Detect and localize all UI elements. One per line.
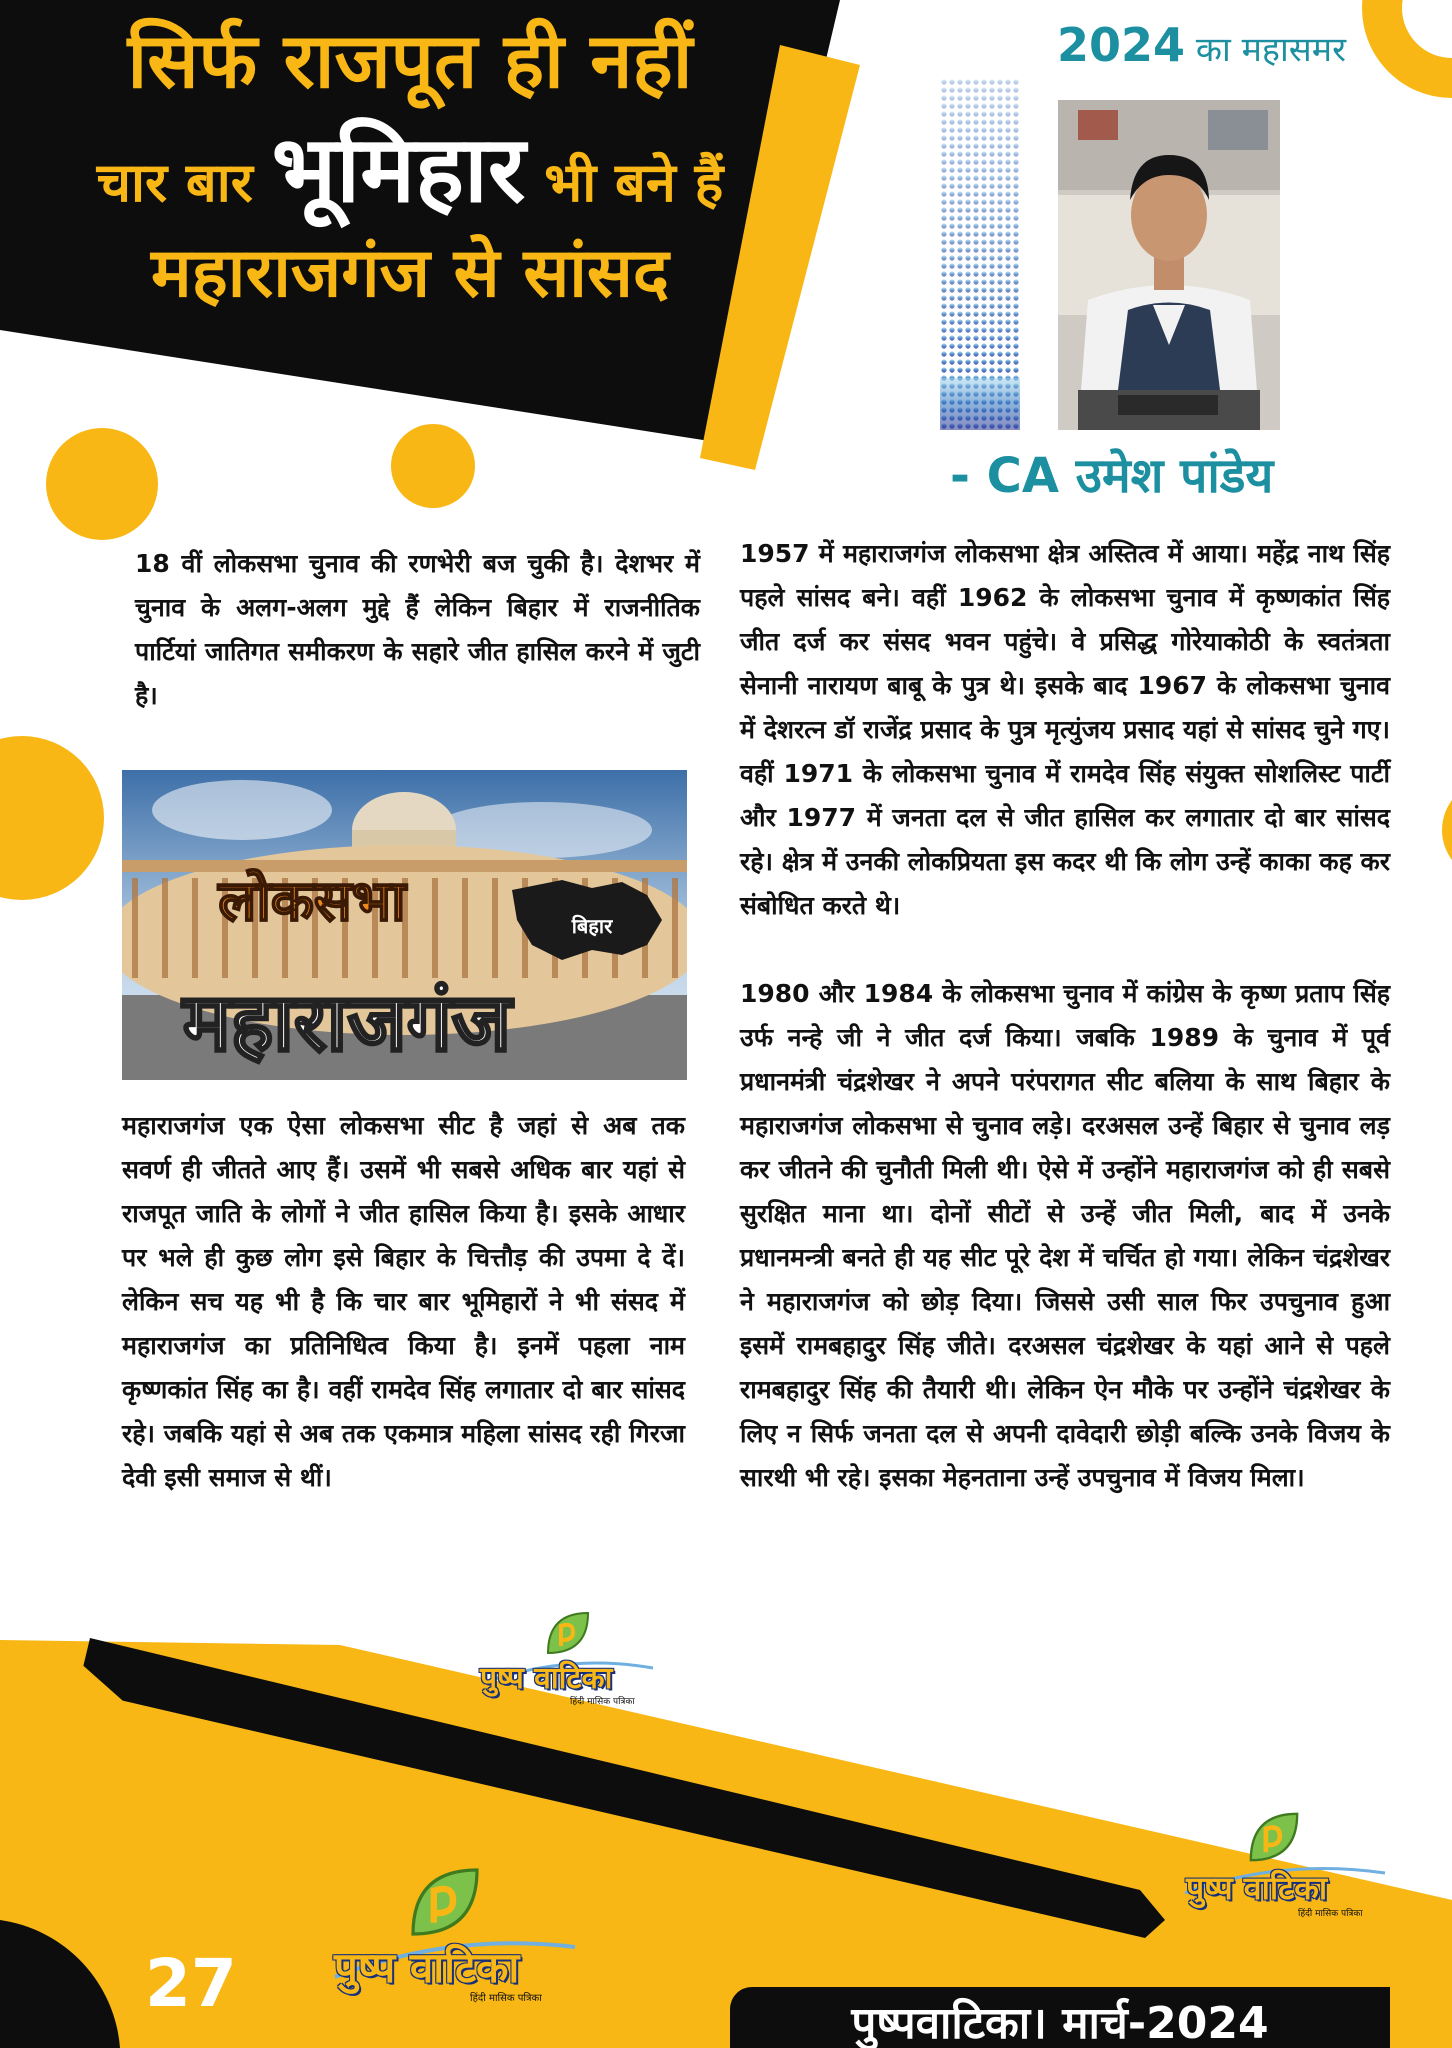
headline-line-2 [20, 116, 800, 224]
headline-line-3: महाराजगंज से सांसद [151, 234, 669, 314]
headline-line-2-pre: चार बार [96, 151, 253, 215]
banner-maharajganj-label: महाराजगंज [182, 976, 512, 1069]
logo-name: पुष्प वाटिका [334, 1943, 520, 1992]
footer-publication: पुष्पवाटिका। मार्च-2024 [851, 1998, 1269, 2048]
author-photo-illustration [1058, 100, 1280, 430]
loksabha-banner [122, 770, 687, 1080]
yellow-dot [46, 428, 158, 540]
article-intro [135, 542, 700, 718]
yellow-dot [0, 736, 104, 900]
yellow-dot [1442, 780, 1452, 880]
headline-highlight: भूमिहार [271, 116, 526, 224]
banner-bihar-label: बिहार [571, 914, 613, 938]
logo-subtitle: हिंदी मासिक पत्रिका [470, 1993, 542, 2004]
intro-paragraph: 18 वीं लोकसभा चुनाव की रणभेरी बज चुकी है। देशभर में चुनाव के अलग-अलग मुद्दे हैं लेकिन बिहार में राजनीतिक पार्टियां जातिगत समीकरण के सहारे जीत हासिल करने में जुटी है। [135, 549, 700, 710]
headline [20, 16, 800, 314]
banner-loksabha-label: लोकसभा [218, 869, 406, 934]
logo-pushp-vatika-small [478, 1608, 658, 1708]
article-right-column [740, 532, 1390, 1500]
page-number: 27 [145, 1945, 237, 2022]
logo-subtitle: हिंदी मासिक पत्रिका [1298, 1909, 1363, 1919]
logo-name: पुष्प वाटिका [1186, 1869, 1328, 1907]
author-photo [1058, 100, 1280, 430]
author-name: - CA उमेश पांडेय [950, 448, 1274, 504]
right-paragraph-1: 1957 में महाराजगंज लोकसभा क्षेत्र अस्तित्व में आया। महेंद्र नाथ सिंह पहले सांसद बने। वहीं 1962 के लोकसभा चुनाव में कृष्णकांत सिंह जीत दर्ज कर संसद भवन पहुंचे। वे प्रसिद्ध गोरेयाकोठी के स्वतंत्रता सेनानी नारायण बाबू के पुत्र थे। इसके बाद 1967 के लोकसभा चुनाव में देशरत्न डॉ राजेंद्र प्रसाद के पुत्र मृत्युंजय प्रसाद यहां से सांसद चुने गए। वहीं 1971 के लोकसभा चुनाव में रामदेव सिंह संयुक्त सोशलिस्ट पार्टी और 1977 में जनता दल से जीत हासिल कर लगातार दो बार सांसद रहे। क्षेत्र में उनकी लोकप्रियता इस कदर थी कि लोग उन्हें काका कह कर संबोधित करते थे। [740, 539, 1390, 920]
left-body-paragraph: महाराजगंज एक ऐसा लोकसभा सीट है जहां से अब तक सवर्ण ही जीतते आए हैं। उसमें भी सबसे अधिक बार यहां से राजपूत जाति के लोगों ने जीत हासिल किया है। इसके आधार पर भले ही कुछ लोग इसे बिहार के चित्तौड़ की उपमा दे दें। लेकिन सच यह भी है कि चार बार भूमिहारों ने भी संसद में महाराजगंज का प्रतिनिधित्व किया है। इनमें पहला नाम कृष्णकांत सिंह का है। वहीं रामदेव सिंह लगातार दो बार सांसद रहे। जबकि यहां से अब तक एकमात्र महिला सांसद रही गिरजा देवी इसी समाज से थीं। [122, 1111, 685, 1492]
footer-bar [730, 1987, 1390, 2048]
article-left-column [122, 1104, 685, 1500]
logo-subtitle: हिंदी मासिक पत्रिका [570, 1697, 635, 1707]
headline-line-2-post: भी बने हैं [544, 151, 724, 215]
logo-pushp-vatika-right [1180, 1808, 1390, 1918]
parliament-illustration [122, 770, 687, 1080]
series-title: का महासमर [1195, 30, 1346, 70]
halftone-pattern [940, 78, 1020, 430]
headline-line-1: सिर्फ राजपूत ही नहीं [127, 16, 693, 105]
series-tag [1057, 18, 1346, 72]
right-paragraph-2: 1980 और 1984 के लोकसभा चुनाव में कांग्रेस के कृष्ण प्रताप सिंह उर्फ नन्हे जी ने जीत दर्ज किया। जबकि 1989 के चुनाव में पूर्व प्रधानमंत्री चंद्रशेखर ने अपने परंपरागत सीट बलिया के साथ बिहार के महाराजगंज लोकसभा से चुनाव लड़े। दरअसल उन्हें बिहार से चुनाव लड़ कर जीतने की चुनौती मिली थी। ऐसे में उन्होंने महाराजगंज को ही सबसे सुरक्षित माना था। दोनों सीटों से उन्हें जीत मिली, बाद में उनके प्रधानमन्त्री बनते ही यह सीट पूरे देश में चर्चित हो गया। लेकिन चंद्रशेखर ने महाराजगंज को छोड़ दिया। जिससे उसी साल फिर उपचुनाव हुआ इसमें रामबहादुर सिंह जीते। दरअसल चंद्रशेखर के यहां आने से पहले रामबहादुर सिंह की तैयारी थी। लेकिन ऐन मौके पर उन्होंने चंद्रशेखर के लिए न सिर्फ जनता दल से अपनी दावेदारी छोड़ी बल्कि उनके विजय के सारथी भी रहे। इसका मेहनताना उन्हें उपचुनाव में विजय मिला। [740, 979, 1390, 1492]
series-year: 2024 [1057, 18, 1186, 72]
logo-pushp-vatika-large [330, 1862, 580, 2002]
yellow-dot [391, 424, 475, 508]
logo-name: पुष्प वाटिका [480, 1661, 613, 1696]
